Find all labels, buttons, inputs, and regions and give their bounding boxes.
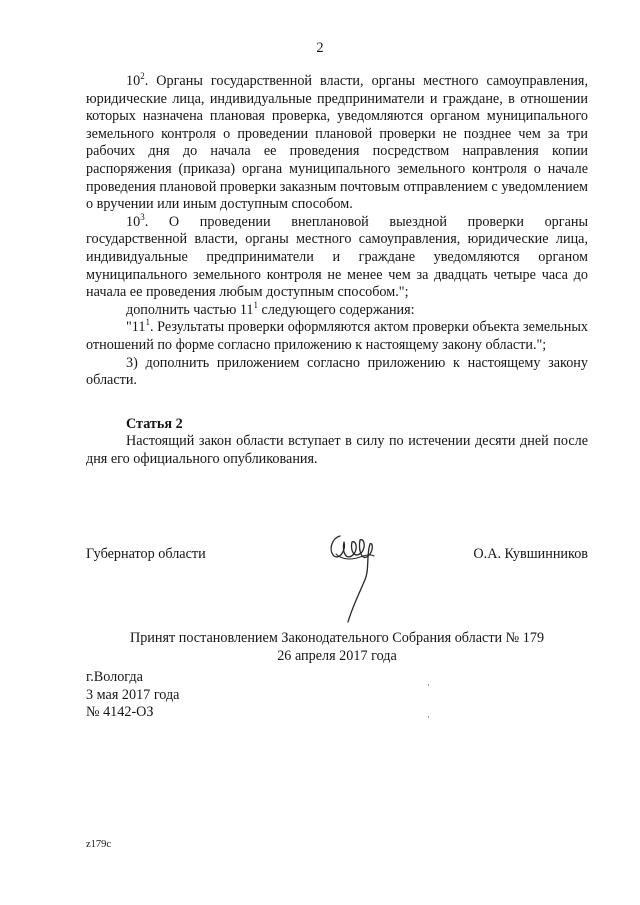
paragraph-number: 10 <box>126 213 141 230</box>
paragraph-superscript: 1 <box>145 317 150 328</box>
signatory-position: Губернатор области <box>86 546 206 562</box>
adoption-note <box>86 630 588 665</box>
paragraph-text: "11 <box>126 319 146 336</box>
law-number: № 4142-ОЗ <box>86 704 154 721</box>
law-body <box>86 73 588 468</box>
paragraph-10-2 <box>86 73 588 214</box>
paragraph-text: дополнить частью 11 <box>126 301 254 318</box>
scan-speck <box>428 716 429 718</box>
city: г.Вологда <box>86 669 143 685</box>
paragraph-text: . Результаты проверки оформляются актом проверки объекта земельных отношений по форме согласно приложению к настоящему закону области."; <box>86 319 588 353</box>
paragraph-text: . Органы государственной власти, органы местного самоуправления, юридические лица, индивидуальные предприниматели и граждане, в отношении которых назначена плановая проверка, уведомляются органом муниципального земельного контроля о проведении плановой проверки не позднее чем за три рабочих дня до начала ее проведения посредством направления копии распоряжения (приказа) органа муниципального земельного контроля о начале проведения плановой проверки заказным почтовым отправлением с уведомлением о вручении или иным доступным способом. <box>86 73 588 213</box>
handwritten-signature <box>318 524 388 632</box>
paragraph-3: 3) дополнить приложением согласно приложению к настоящему закону области. <box>86 354 588 389</box>
paragraph-superscript: 3 <box>140 211 145 222</box>
signatory-name: О.А. Кувшинников <box>473 546 588 562</box>
scan-speck <box>428 684 429 686</box>
paragraph-text: . О проведении внеплановой выездной проверки органы государственной власти, органы местного самоуправления, юридические лица, индивидуальные предприниматели и граждане уведомляются органом муниципального земельного контроля не менее чем за двадцать четыре часа до начала ее проведения любым доступным способом."; <box>86 213 588 301</box>
paragraph-11-1 <box>86 319 588 354</box>
paragraph-add-part <box>86 299 588 320</box>
paragraph-superscript: 1 <box>253 299 258 310</box>
adoption-line-2: 26 апреля 2017 года <box>277 647 397 664</box>
article-2-text: Настоящий закон области вступает в силу по истечении десяти дней после дня его официального опубликования. <box>86 433 588 467</box>
document-code: z179c <box>86 839 112 850</box>
page-number: 2 <box>316 40 324 56</box>
article-2-heading: Статья 2 <box>126 415 183 432</box>
paragraph-number: 10 <box>126 73 141 89</box>
document-meta <box>86 669 179 722</box>
paragraph-text: следующего содержания: <box>258 301 415 318</box>
paragraph-10-3 <box>86 211 588 302</box>
adoption-line-1: Принят постановлением Законодательного Собрания области № 179 <box>129 630 545 646</box>
paragraph-superscript: 2 <box>140 71 145 81</box>
signing-date: 3 мая 2017 года <box>86 686 180 703</box>
